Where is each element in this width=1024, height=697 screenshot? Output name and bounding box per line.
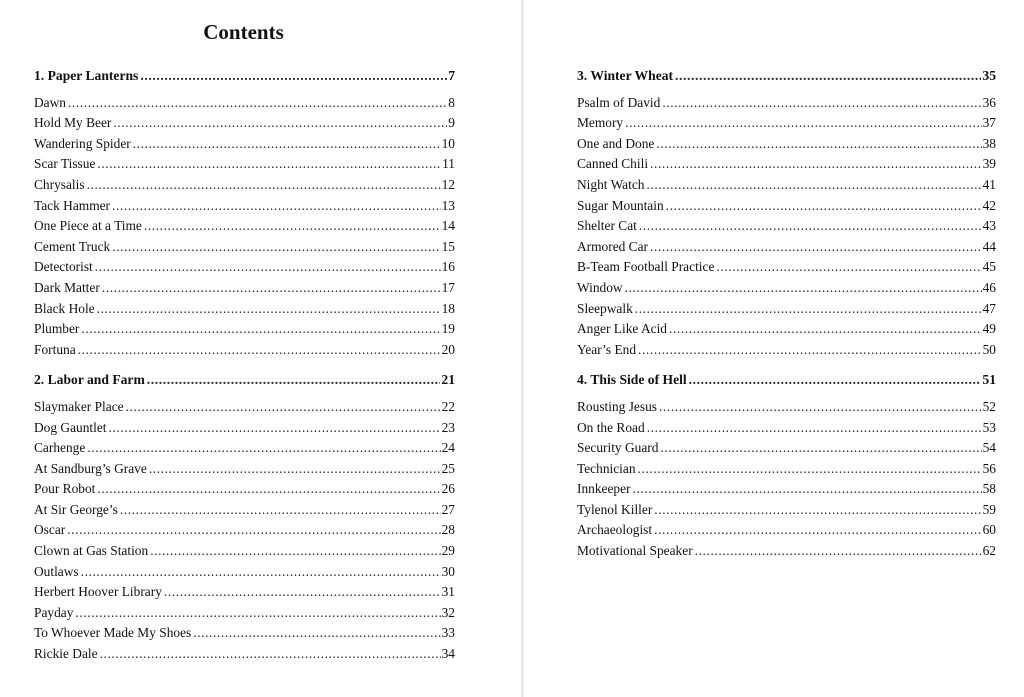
dot-leader: [675, 66, 981, 87]
toc-entry-page-number: 29: [441, 543, 455, 559]
toc-entry-title: At Sir George’s: [34, 501, 118, 517]
dot-leader: [67, 520, 440, 541]
dot-leader: [639, 216, 982, 237]
toc-entry-title: Tack Hammer: [34, 197, 111, 213]
toc-entry-title: Outlaws: [34, 563, 79, 579]
toc-entry-page-number: 23: [441, 419, 455, 435]
toc-entry-page-number: 54: [982, 440, 996, 456]
toc-entry-title: Pour Robot: [34, 481, 96, 497]
toc-entry: [34, 418, 455, 439]
dot-leader: [716, 257, 981, 278]
dot-leader: [112, 196, 441, 217]
right-toc-column: [577, 66, 996, 562]
toc-entry-title: Fortuna: [34, 341, 76, 357]
toc-entry-page-number: 36: [982, 94, 996, 110]
toc-entry-page-number: 10: [441, 135, 455, 151]
toc-entry-page-number: 50: [982, 341, 996, 357]
toc-entry: [577, 520, 996, 541]
section-heading: [577, 66, 996, 87]
toc-entry-page-number: 59: [982, 501, 996, 517]
toc-entry-page-number: 17: [441, 279, 455, 295]
dot-leader: [95, 257, 441, 278]
toc-entry: [34, 438, 455, 459]
toc-entry: [577, 340, 996, 361]
toc-entry: [34, 278, 455, 299]
dot-leader: [646, 175, 981, 196]
dot-leader: [647, 418, 982, 439]
toc-entry-title: Innkeeper: [577, 481, 631, 497]
dot-leader: [669, 319, 982, 340]
toc-entry: [34, 397, 455, 418]
dot-leader: [625, 113, 981, 134]
toc-entry-page-number: 8: [448, 94, 455, 110]
toc-entry: [34, 623, 455, 644]
toc-entry: [34, 479, 455, 500]
toc-entry-page-number: 11: [442, 156, 455, 172]
toc-entry-page-number: 52: [982, 398, 996, 414]
dot-leader: [81, 562, 441, 583]
section-heading-title: 4. This Side of Hell: [577, 372, 687, 388]
section-heading-title: 1. Paper Lanterns: [34, 68, 139, 83]
toc-entry-page-number: 45: [982, 259, 996, 275]
dot-leader: [87, 175, 441, 196]
left-toc-column: [34, 66, 455, 665]
toc-entry-title: Cement Truck: [34, 238, 111, 254]
dot-leader: [75, 603, 440, 624]
toc-entry: [34, 93, 455, 114]
toc-entry: [34, 603, 455, 624]
toc-entry-page-number: 31: [441, 584, 455, 600]
toc-entry-title: Herbert Hoover Library: [34, 584, 162, 600]
toc-entry-title: Black Hole: [34, 300, 95, 316]
toc-entry-page-number: 32: [441, 604, 455, 620]
toc-entry: [34, 319, 455, 340]
dot-leader: [97, 154, 441, 175]
toc-entry-title: Payday: [34, 604, 74, 620]
dot-leader: [662, 93, 981, 114]
toc-entry-page-number: 58: [982, 481, 996, 497]
dot-leader: [164, 582, 441, 603]
dot-leader: [109, 418, 441, 439]
toc-entry-title: Rickie Dale: [34, 646, 98, 662]
dot-leader: [633, 479, 982, 500]
toc-entry-title: Clown at Gas Station: [34, 543, 149, 559]
toc-entry-title: Dark Matter: [34, 279, 100, 295]
toc-entry-page-number: 43: [982, 218, 996, 234]
toc-entry-page-number: 27: [441, 501, 455, 517]
toc-entry: [34, 541, 455, 562]
dot-leader: [654, 500, 981, 521]
toc-entry-page-number: 44: [982, 238, 996, 254]
toc-entry-title: Memory: [577, 115, 624, 131]
toc-entry-title: On the Road: [577, 419, 645, 435]
toc-entry: [577, 418, 996, 439]
toc-entry-page-number: 62: [982, 543, 996, 559]
section-heading: [34, 66, 455, 87]
dot-leader: [150, 541, 440, 562]
toc-entry-title: Technician: [577, 460, 636, 476]
toc-entry: [577, 134, 996, 155]
dot-leader: [133, 134, 441, 155]
toc-entry-title: Security Guard: [577, 440, 659, 456]
toc-entry: [34, 644, 455, 665]
dot-leader: [660, 438, 981, 459]
toc-entry: [34, 582, 455, 603]
toc-entry-title: Plumber: [34, 321, 80, 337]
toc-entry-page-number: 24: [441, 440, 455, 456]
toc-entry-page-number: 30: [441, 563, 455, 579]
dot-leader: [102, 278, 441, 299]
toc-entry-title: One and Done: [577, 135, 655, 151]
dot-leader: [68, 93, 447, 114]
toc-entry-page-number: 22: [441, 398, 455, 414]
toc-entry: [577, 113, 996, 134]
toc-entry-title: Slaymaker Place: [34, 398, 124, 414]
toc-entry: [577, 216, 996, 237]
toc-entry-title: Scar Tissue: [34, 156, 96, 172]
toc-entry-title: Year’s End: [577, 341, 637, 357]
dot-leader: [97, 479, 440, 500]
dot-leader: [144, 216, 441, 237]
dot-leader: [81, 319, 440, 340]
section-heading: [577, 370, 996, 391]
toc-entry: [577, 479, 996, 500]
toc-entry-page-number: 25: [441, 460, 455, 476]
section-spacer: [577, 360, 996, 370]
toc-entry: [577, 319, 996, 340]
toc-entry-page-number: 15: [441, 238, 455, 254]
toc-entry: [577, 237, 996, 258]
dot-leader: [638, 340, 982, 361]
toc-entry-title: Sleepwalk: [577, 300, 633, 316]
toc-entry-title: Window: [577, 279, 623, 295]
toc-entry-title: One Piece at a Time: [34, 218, 142, 234]
toc-entry-page-number: 28: [441, 522, 455, 538]
toc-entry-page-number: 14: [441, 218, 455, 234]
dot-leader: [656, 134, 981, 155]
dot-leader: [666, 196, 982, 217]
dot-leader: [193, 623, 440, 644]
toc-entry-title: Chrysalis: [34, 176, 85, 192]
toc-entry-page-number: 47: [982, 300, 996, 316]
toc-entry: [34, 500, 455, 521]
toc-entry: [34, 134, 455, 155]
toc-entry-title: Night Watch: [577, 176, 645, 192]
dot-leader: [112, 237, 440, 258]
toc-entry-title: Oscar: [34, 522, 66, 538]
toc-entry-title: B-Team Football Practice: [577, 259, 715, 275]
toc-entry-title: At Sandburg’s Grave: [34, 460, 147, 476]
toc-entry-page-number: 46: [982, 279, 996, 295]
toc-entry-page-number: 60: [982, 522, 996, 538]
toc-entry-page-number: 20: [441, 341, 455, 357]
toc-entry: [34, 562, 455, 583]
toc-entry-title: Hold My Beer: [34, 115, 112, 131]
dot-leader: [654, 520, 981, 541]
dot-leader: [638, 459, 982, 480]
dot-leader: [120, 500, 441, 521]
dot-leader: [126, 397, 441, 418]
toc-entry: [577, 459, 996, 480]
section-heading-page-number: 35: [982, 68, 996, 83]
toc-entry: [34, 299, 455, 320]
toc-entry-title: To Whoever Made My Shoes: [34, 625, 192, 641]
toc-entry-page-number: 18: [441, 300, 455, 316]
toc-entry-title: Anger Like Acid: [577, 321, 667, 337]
page-title: Contents: [203, 20, 284, 44]
dot-leader: [659, 397, 982, 418]
toc-entry-title: Tylenol Killer: [577, 501, 653, 517]
toc-entry: [34, 257, 455, 278]
toc-entry: [34, 154, 455, 175]
toc-entry: [577, 397, 996, 418]
toc-entry: [577, 500, 996, 521]
toc-entry: [577, 541, 996, 562]
dot-leader: [149, 459, 441, 480]
toc-entry-page-number: 49: [982, 321, 996, 337]
toc-entry-title: Motivational Speaker: [577, 543, 693, 559]
toc-entry: [34, 196, 455, 217]
toc-entry-page-number: 41: [982, 176, 996, 192]
toc-entry-title: Dog Gauntlet: [34, 419, 107, 435]
section-heading-page-number: 51: [982, 372, 996, 388]
toc-entry-title: Sugar Mountain: [577, 197, 664, 213]
toc-entry-page-number: 9: [448, 115, 455, 131]
toc-entry-title: Shelter Cat: [577, 218, 637, 234]
toc-entry: [34, 175, 455, 196]
section-heading-page-number: 21: [441, 372, 455, 388]
toc-entry: [34, 340, 455, 361]
dot-leader: [650, 154, 982, 175]
toc-entry: [577, 154, 996, 175]
dot-leader: [100, 644, 441, 665]
toc-entry: [577, 175, 996, 196]
toc-entry-page-number: 26: [441, 481, 455, 497]
toc-entry-page-number: 37: [982, 115, 996, 131]
toc-entry: [577, 257, 996, 278]
toc-entry-page-number: 56: [982, 460, 996, 476]
toc-entry-page-number: 42: [982, 197, 996, 213]
toc-entry: [34, 237, 455, 258]
dot-leader: [695, 541, 982, 562]
toc-entry: [34, 113, 455, 134]
toc-entry-page-number: 12: [441, 176, 455, 192]
toc-entry-page-number: 16: [441, 259, 455, 275]
dot-leader: [78, 340, 441, 361]
toc-entry-title: Carhenge: [34, 440, 86, 456]
dot-leader: [625, 278, 982, 299]
toc-entry-title: Rousting Jesus: [577, 398, 657, 414]
dot-leader: [689, 370, 982, 391]
toc-entry: [577, 93, 996, 114]
toc-entry-title: Psalm of David: [577, 94, 661, 110]
section-heading-page-number: 7: [448, 68, 455, 83]
toc-entry-page-number: 13: [441, 197, 455, 213]
toc-entry: [34, 520, 455, 541]
dot-leader: [650, 237, 982, 258]
toc-entry-title: Archaeologist: [577, 522, 653, 538]
dot-leader: [140, 66, 447, 87]
section-heading: [34, 370, 455, 391]
toc-entry-title: Dawn: [34, 94, 66, 110]
dot-leader: [97, 299, 441, 320]
dot-leader: [635, 299, 982, 320]
section-heading-title: 3. Winter Wheat: [577, 68, 674, 83]
toc-entry: [577, 278, 996, 299]
toc-entry-page-number: 39: [982, 156, 996, 172]
toc-entry: [34, 459, 455, 480]
toc-entry: [577, 196, 996, 217]
dot-leader: [113, 113, 447, 134]
toc-entry-page-number: 33: [441, 625, 455, 641]
section-heading-title: 2. Labor and Farm: [34, 372, 145, 388]
dot-leader: [147, 370, 441, 391]
toc-entry-page-number: 34: [441, 646, 455, 662]
right-page: [524, 0, 1024, 697]
toc-entry-title: Detectorist: [34, 259, 93, 275]
toc-entry-page-number: 53: [982, 419, 996, 435]
toc-entry-title: Wandering Spider: [34, 135, 131, 151]
toc-entry-title: Armored Car: [577, 238, 649, 254]
dot-leader: [87, 438, 440, 459]
toc-entry: [577, 438, 996, 459]
toc-entry: [34, 216, 455, 237]
toc-entry-page-number: 19: [441, 321, 455, 337]
toc-entry: [577, 299, 996, 320]
section-spacer: [34, 360, 455, 370]
toc-entry-page-number: 38: [982, 135, 996, 151]
toc-entry-title: Canned Chili: [577, 156, 649, 172]
